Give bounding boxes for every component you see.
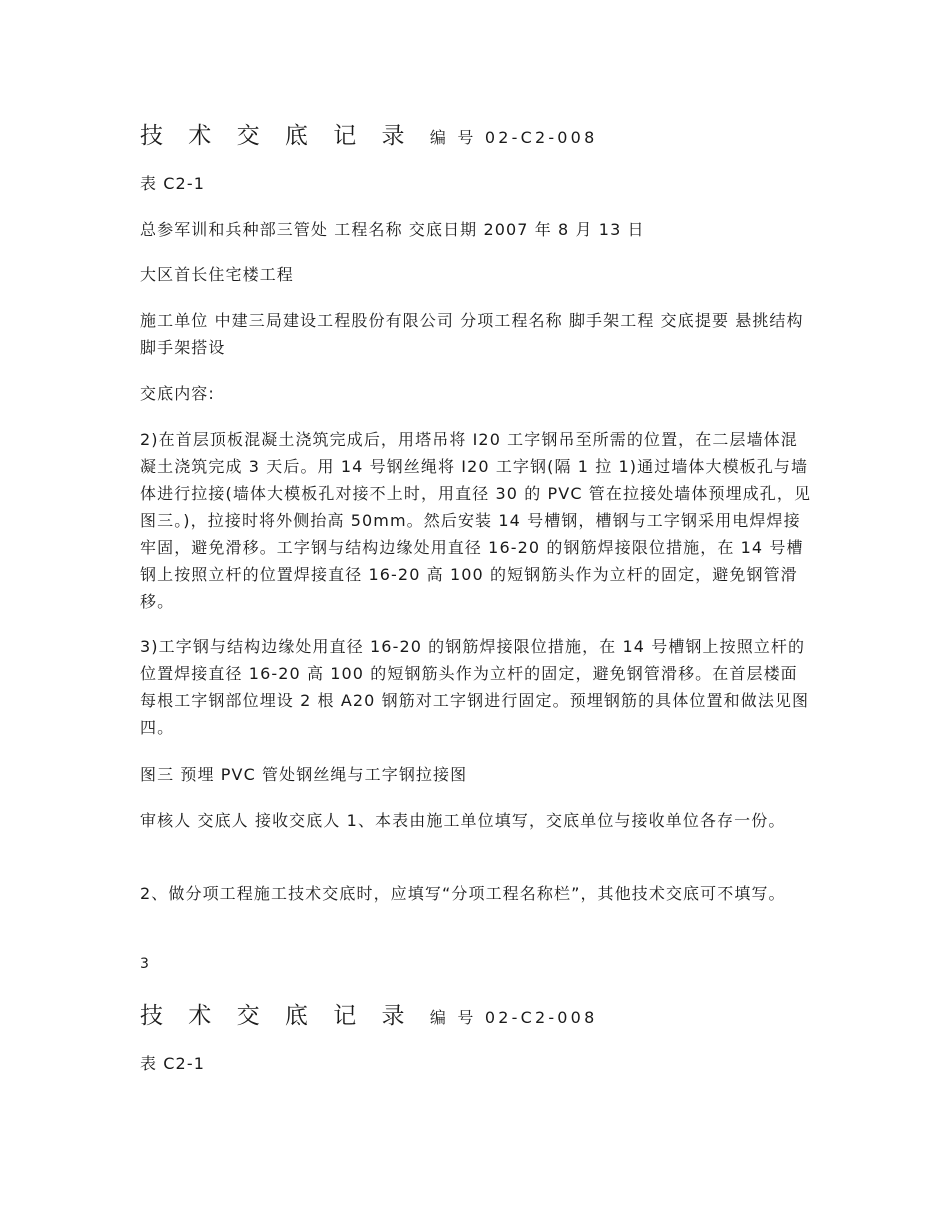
content-label: 交底内容: <box>140 384 215 403</box>
figure-caption: 图三 预埋 PVC 管处钢丝绳与工字钢拉接图 <box>140 765 468 784</box>
paragraph-3: 3)工字钢与结构边缘处用直径 16-20 的钢筋焊接限位措施，在 14 号槽钢上按照立杆的位置焊接直径 16-20 高 100 的短钢筋头作为立杆的固定，避免钢管滑移。在首层楼面每根工字钢部位埋设 2 根 A20 钢筋对工字钢进行固定。预埋钢筋的具体位置和做法见图四。 <box>140 637 810 737</box>
table-number-2: 表 C2-1 <box>140 1054 205 1073</box>
project-line: 大区首长住宅楼工程 <box>140 265 294 284</box>
note-1: 审核人 交底人 接收交底人 1、本表由施工单位填写，交底单位与接收单位各存一份。 <box>140 811 786 830</box>
doc-code: 编 号 02-C2-008 <box>429 128 598 147</box>
doc-code-2: 编 号 02-C2-008 <box>429 1008 598 1027</box>
table-number: 表 C2-1 <box>140 174 205 193</box>
paragraph-2: 2)在首层顶板混凝土浇筑完成后，用塔吊将 I20 工字钢吊至所需的位置，在二层墙体混凝土浇筑完成 3 天后。用 14 号钢丝绳将 I20 工字钢(隔 1 拉 1)通过墙体大模板孔与墙体进行拉接(墙体大模板孔对接不上时，用直径 30 的 PVC 管在拉接处墙体预埋成孔，见图三。)，拉接时将外侧抬高 50mm。然后安装 14 号槽钢，槽钢与工字钢采用电焊焊接牢固，避免滑移。工字钢与结构边缘处用直径 16-20 的钢筋焊接限位措施，在 14 号槽钢上按照立杆的位置焊接直径 16-20 高 100 的短钢筋头作为立杆的固定，避免钢管滑移。 <box>140 430 812 611</box>
unit-line: 总参军训和兵种部三管处 工程名称 交底日期 2007 年 8 月 13 日 <box>140 220 645 239</box>
doc-title-block-2 <box>140 1001 812 1033</box>
doc-title-block <box>140 121 812 153</box>
doc-title-2: 技 术 交 底 记 录 <box>140 1003 414 1029</box>
note-2: 2、做分项工程施工技术交底时，应填写“分项工程名称栏”，其他技术交底可不填写。 <box>140 884 786 903</box>
doc-title: 技 术 交 底 记 录 <box>140 123 414 149</box>
page-number: 3 <box>140 956 149 972</box>
construction-line: 施工单位 中建三局建设工程股份有限公司 分项工程名称 脚手架工程 交底提要 悬挑结构脚手架搭设 <box>140 311 804 357</box>
